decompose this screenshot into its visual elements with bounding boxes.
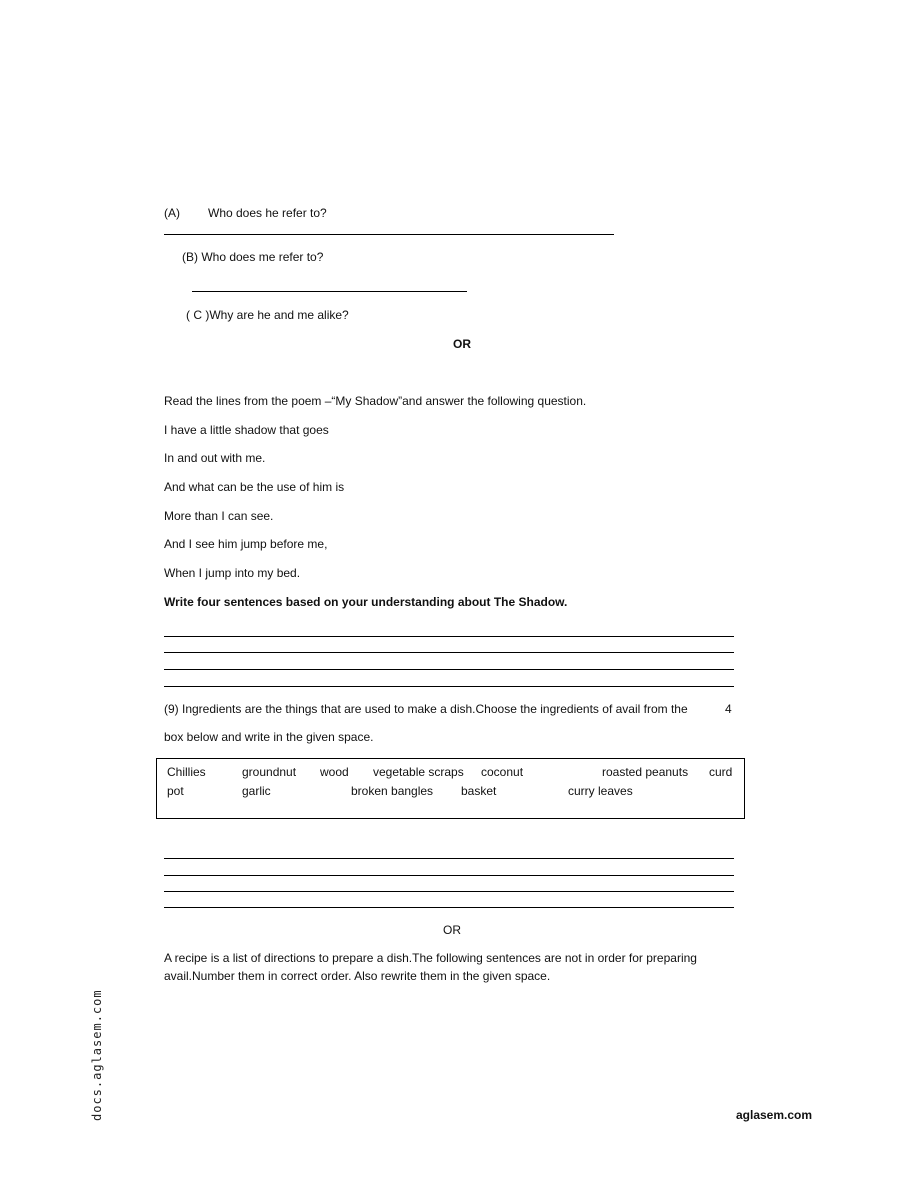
poem-line: When I jump into my bed.	[164, 566, 301, 580]
footer-brand: aglasem.com	[736, 1108, 813, 1122]
or-divider-2: OR	[443, 923, 461, 937]
answer-line	[164, 907, 734, 908]
q9-text-line1: (9) Ingredients are the things that are used to make a dish.Choose the ingredients of avail from the	[164, 702, 688, 716]
answer-line	[164, 891, 734, 892]
answer-line	[164, 636, 734, 637]
ingredient-item: pot	[167, 784, 184, 798]
answer-line	[164, 669, 734, 670]
ingredient-item: wood	[320, 765, 349, 779]
or-divider-1: OR	[453, 337, 471, 351]
poem-line: In and out with me.	[164, 451, 266, 465]
ingredient-item: roasted peanuts	[602, 765, 689, 779]
answer-line-a	[164, 234, 614, 235]
answer-line	[164, 686, 734, 687]
q9-marks: 4	[725, 702, 732, 716]
question-c-text: ( C )Why are he and me alike?	[186, 308, 349, 322]
poem-line: And I see him jump before me,	[164, 537, 328, 551]
ingredient-item: groundnut	[242, 765, 297, 779]
recipe-text-line1: A recipe is a list of directions to prepare a dish.The following sentences are not in order for preparing	[164, 951, 697, 965]
ingredient-item: curry leaves	[568, 784, 633, 798]
ingredient-item: broken bangles	[351, 784, 434, 798]
poem-line: I have a little shadow that goes	[164, 423, 329, 437]
q9-text-line2: box below and write in the given space.	[164, 730, 374, 744]
question-a-text: Who does he refer to?	[208, 206, 327, 220]
question-a-label: (A)	[164, 206, 180, 220]
ingredient-item: Chillies	[167, 765, 206, 779]
ingredient-item: basket	[461, 784, 497, 798]
answer-line	[164, 652, 734, 653]
answer-line-b	[192, 291, 467, 292]
ingredient-item: coconut	[481, 765, 524, 779]
poem-intro: Read the lines from the poem –“My Shadow”and answer the following question.	[164, 394, 587, 408]
watermark-text: docs.aglasem.com	[90, 989, 104, 1121]
poem-task: Write four sentences based on your understanding about The Shadow.	[164, 595, 568, 609]
poem-line: More than I can see.	[164, 509, 274, 523]
recipe-text-line2: avail.Number them in correct order. Also rewrite them in the given space.	[164, 969, 551, 983]
question-b-text: (B) Who does me refer to?	[182, 250, 324, 264]
answer-line	[164, 858, 734, 859]
ingredient-item: vegetable scraps	[373, 765, 464, 779]
poem-line: And what can be the use of him is	[164, 480, 345, 494]
ingredient-item: garlic	[242, 784, 271, 798]
ingredient-item: curd	[709, 765, 733, 779]
answer-line	[164, 875, 734, 876]
